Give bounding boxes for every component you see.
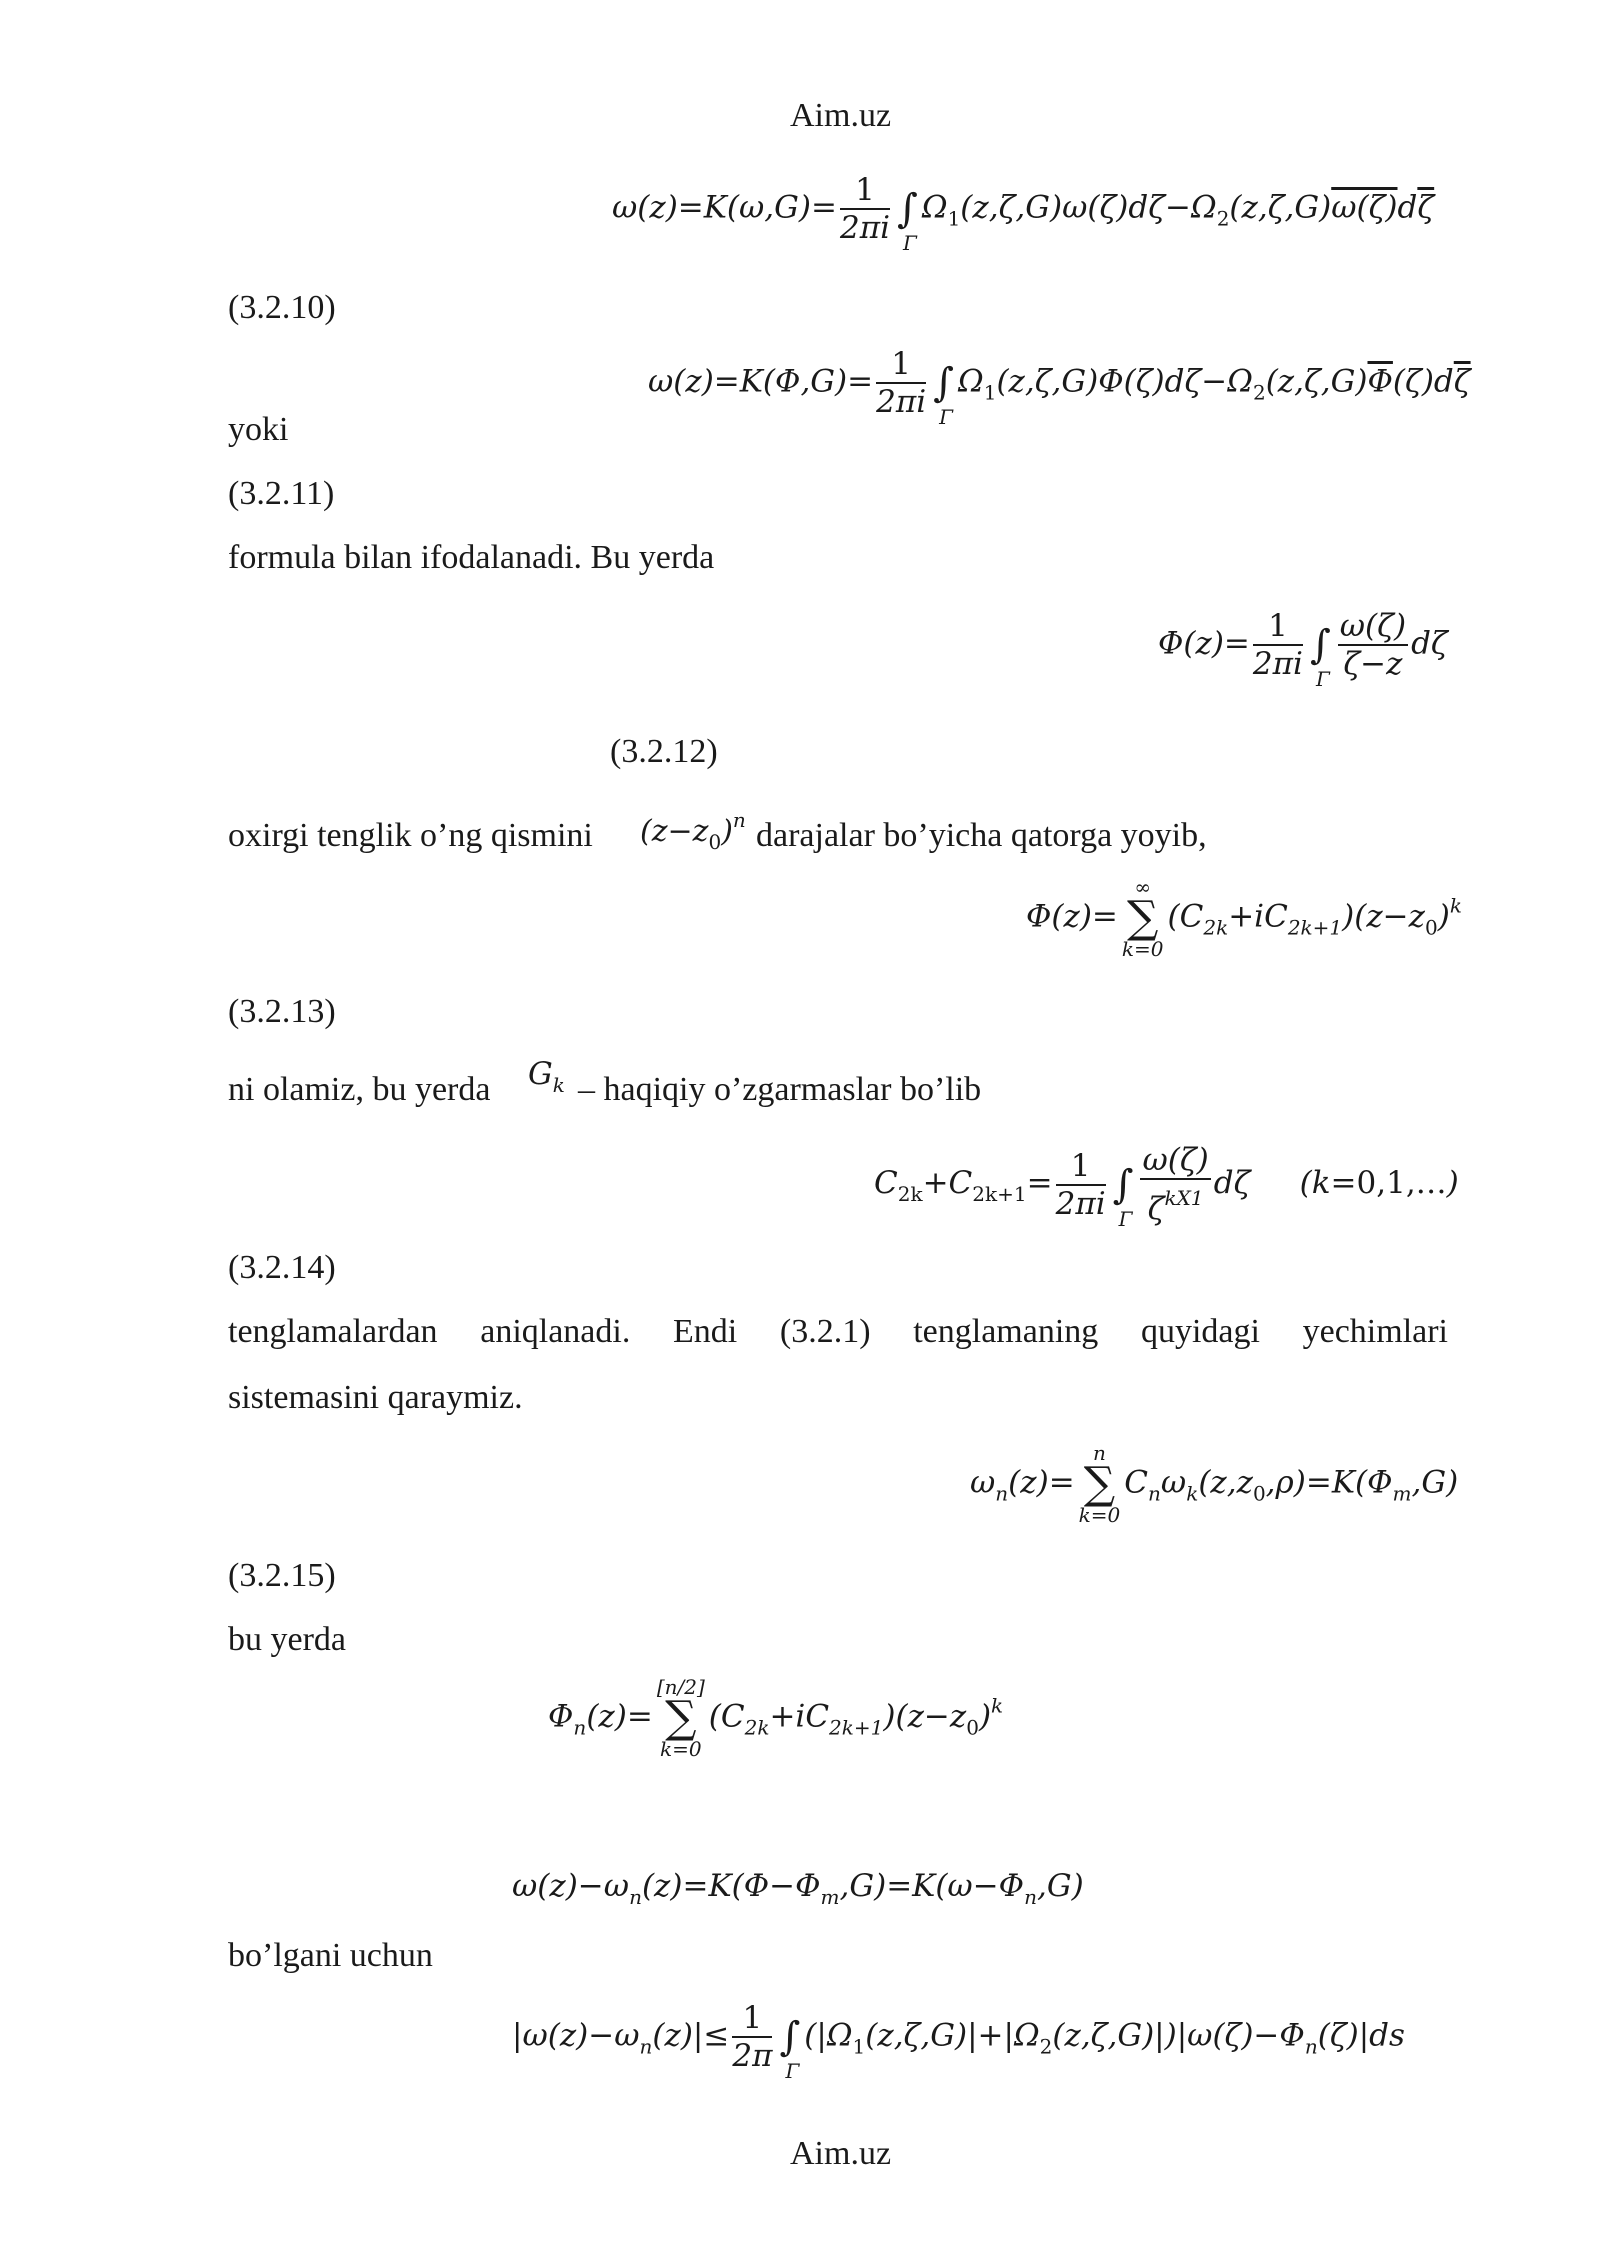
text-tenglamalardan-line1: tenglamalardan aniqlanadi. Endi (3.2.1) tenglamaning quyidagi yechimlari — [228, 1313, 1448, 1350]
equation-label-3-2-15: (3.2.15) — [228, 1557, 336, 1594]
text-bu-yerda: bu yerda — [228, 1621, 347, 1658]
inline-z-minus-z0-power-n: $(z-z_0)^n$ — [640, 808, 746, 854]
text-tenglamalardan-line2: sistemasini qaraymiz. — [228, 1379, 523, 1416]
equation-phi-series: Φ(z)= ∞ ∑ k=0 $(C_{2k}+iC_{2k+1})(z-z_0)^k$ — [1026, 875, 1462, 961]
equation-omega-k-omega: ω(z)=K(ω,G)= $\frac{1}{2\pi i}$ ∫ Γ $\Omega_1(z,\zeta,G)\omega(\zeta)d\zeta-\Omega_2(z,\zeta,G)\omega(\zeta)d\overline{\zeta}$ — [612, 172, 1435, 255]
equation-inequality: $|\omega(z)-\omega_n(z)|\le$ $\frac{1}{2\pi}$ ∫ Γ $(|\Omega_1(z,\zeta,G)|+|\Omega_2(z,\zeta,G)|)|\omega(\zeta)-\Phi_n(\zeta)|ds$ — [512, 2000, 1405, 2083]
equation-label-3-2-14: (3.2.14) — [228, 1249, 336, 1286]
text-oxirgi-after: darajalar bo’yicha qatorga yoyib, — [756, 817, 1207, 854]
inline-g-k: $G_k$ — [528, 1056, 565, 1097]
equation-phi-n: $\Phi_n(z)=$ [n/2] ∑ k=0 $(C_{2k}+iC_{2k+1})(z-z_0)^k$ — [548, 1675, 1004, 1761]
text-oxirgi-before: oxirgi tenglik o’ng qismini — [228, 817, 593, 854]
equation-label-3-2-11: (3.2.11) — [228, 475, 335, 512]
text-ni-olamiz-before: ni olamiz, bu yerda — [228, 1071, 491, 1108]
equation-phi-cauchy: Φ(z)= $\frac{1}{2\pi i}$ ∫ Γ $\frac{\omega(\zeta)}{\zeta-z}$ dζ — [1158, 608, 1448, 691]
text-ni-olamiz-after: – haqiqiy o’zgarmaslar bo’lib — [578, 1071, 982, 1108]
text-bolgani-uchun: bo’lgani uchun — [228, 1937, 433, 1974]
text-formula-line: formula bilan ifodalanadi. Bu yerda — [228, 539, 715, 576]
text-yoki: yoki — [228, 411, 289, 448]
equation-label-3-2-12: (3.2.12) — [610, 733, 718, 770]
equation-label-3-2-13: (3.2.13) — [228, 993, 336, 1030]
equation-omega-n: $\omega_n(z)=$ n ∑ k=0 $C_n\omega_k(z,z_0,\rho)=K(\Phi_m,G)$ — [970, 1441, 1459, 1527]
equation-label-3-2-10: (3.2.10) — [228, 289, 336, 326]
page-footer: Aim.uz — [790, 2135, 892, 2172]
equation-c-coefficients: $C_{2k}+C_{2k+1}=$ $\frac{1}{2\pi i}$ ∫ Γ $\frac{\omega(\zeta)}{\zeta^{kX1}}$ dζ (k=0,1,…) — [874, 1142, 1459, 1231]
equation-omega-k-phi: ω(z)=K(Φ,G)= $\frac{1}{2\pi i}$ ∫ Γ $\Omega_1(z,\zeta,G)\Phi(\zeta)d\zeta-\Omega_2(z,\zeta,G)\overline{\Phi}(\zeta)d\overline{\zeta}$ — [648, 346, 1471, 429]
equation-difference-k: $\omega(z)-\omega_n(z)=K(\Phi-\Phi_m,G)=K(\omega-\Phi_n,G)$ — [512, 1868, 1084, 1909]
page-header: Aim.uz — [790, 97, 892, 134]
